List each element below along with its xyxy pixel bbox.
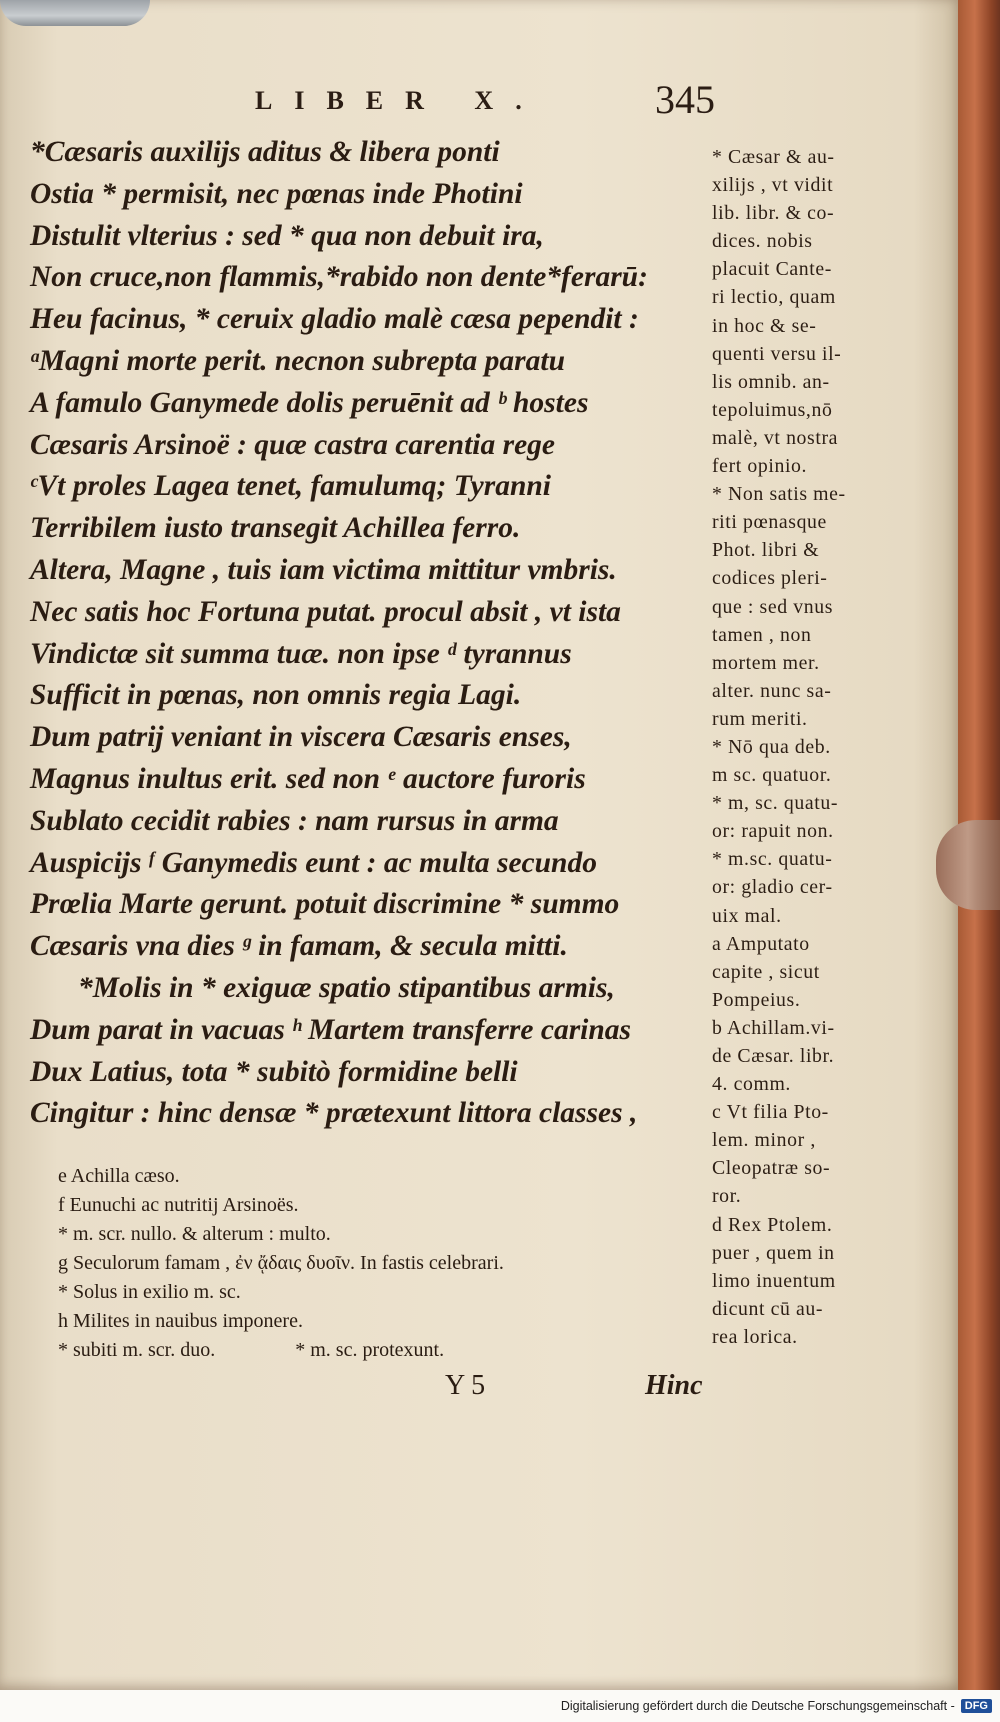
verse-line: *Molis in * exiguæ spatio stipantibus armis, [78, 971, 615, 1004]
marginal-note-line: capite , sicut [712, 960, 820, 983]
marginal-note-line: malè, vt nostra [712, 426, 839, 449]
marginal-note-line: d Rex Ptolem. [712, 1213, 833, 1236]
marginal-note-line: placuit Cante- [712, 258, 832, 281]
verse-line: Ostia * permisit, nec pœnas inde Photini [30, 177, 523, 210]
verse-line: Prœlia Marte gerunt. potuit discrimine * summo [30, 888, 620, 921]
marginal-note-line: Cleopatræ so- [712, 1157, 831, 1180]
marginal-note-line: 4. comm. [712, 1073, 791, 1096]
marginal-note-line: rum meriti. [712, 707, 808, 730]
page-number: 345 [655, 77, 715, 122]
verse-line: Sublato cecidit rabies : nam rursus in arma [30, 804, 559, 837]
marginal-note-line: codices pleri- [712, 567, 828, 590]
verse-line: ᵃMagni morte perit. necnon subrepta paratu [30, 344, 565, 377]
marginal-note-line: que : sed vnus [712, 595, 834, 618]
verse-line: Dum parat in vacuas ʰ Martem transferre carinas [30, 1013, 632, 1046]
footnote-pair [58, 1336, 718, 1365]
verse-line: Vindictæ sit summa tuæ. non ipse ᵈ tyrannus [30, 637, 572, 670]
digitization-credit [561, 1696, 992, 1716]
verse-line: Sufficit in pœnas, non omnis regia Lagi. [30, 679, 522, 712]
bookmark-ribbon [936, 820, 1000, 910]
verse-line: Heu facinus, * ceruix gladio malè cæsa pependit : [30, 303, 639, 336]
verse-text [30, 132, 730, 1135]
catchline [445, 1370, 715, 1410]
running-head [255, 77, 735, 122]
marginal-note-line: * Non satis me- [712, 483, 846, 506]
marginal-note-line: * m.sc. quatu- [712, 848, 833, 871]
marginal-note-line: dicunt cū au- [712, 1297, 824, 1320]
marginal-note-line: rea lorica. [712, 1325, 798, 1348]
marginal-note-line: lib. libr. & co- [712, 202, 835, 225]
verse-line: Distulit vlterius : sed * qua non debuit ira, [30, 219, 544, 252]
marginal-note-line: puer , quem in [712, 1241, 835, 1264]
marginal-note-line: fert opinio. [712, 455, 808, 478]
footnote: e Achilla cæso. [58, 1165, 180, 1187]
marginal-notes [712, 143, 912, 1351]
marginal-note-line: * Cæsar & au- [712, 146, 835, 168]
verse-line: Nec satis hoc Fortuna putat. procul absit , vt ista [30, 595, 621, 628]
marginal-note-line: alter. nunc sa- [712, 679, 832, 702]
verse-line: Non cruce,non flammis,*rabido non dente*ferarū: [30, 261, 648, 294]
signature-mark: Y 5 [445, 1370, 486, 1401]
marginal-note-line: ror. [712, 1185, 742, 1208]
marginal-note-line: riti pœnasque [712, 511, 827, 534]
verse-line: Dum patrij veniant in viscera Cæsaris enses, [30, 721, 572, 754]
verse-line: Cæsaris Arsinoë : quæ castra carentia rege [30, 428, 556, 461]
marginal-note-line: in hoc & se- [712, 314, 817, 337]
marginal-note-line: xilijs , vt vidit [712, 174, 834, 197]
verse-line: ᶜVt proles Lagea tenet, famulumq; Tyranni [30, 470, 552, 503]
verse-line: Altera, Magne , tuis iam victima mittitur vmbris. [30, 553, 617, 586]
marginal-note-line: or: gladio cer- [712, 876, 833, 899]
verse-line: Terribilem iusto transegit Achillea ferro. [30, 512, 521, 545]
marginal-note-line: or: rapuit non. [712, 820, 834, 843]
running-title: LIBER X. [255, 86, 544, 115]
verse-line: Cæsaris vna dies ᵍ in famam, & secula mitti. [30, 930, 568, 963]
marginal-note-line: uix mal. [712, 904, 782, 927]
verse-line: A famulo Ganymede dolis peruēnit ad ᵇ hostes [30, 386, 589, 419]
footnote: * m. scr. nullo. & alterum : multo. [58, 1223, 331, 1245]
marginal-note-line: c Vt filia Pto- [712, 1101, 829, 1124]
verse-line: Auspicijs ᶠ Ganymedis eunt : ac multa secundo [30, 846, 597, 879]
verse-line: Dux Latius, tota * subitò formidine belli [30, 1055, 518, 1088]
footnote: * Solus in exilio m. sc. [58, 1281, 241, 1303]
footnote: h Milites in nauibus imponere. [58, 1310, 303, 1332]
marginal-note-line: lem. minor , [712, 1129, 816, 1152]
marginal-note-line: tepoluimus,nō [712, 398, 833, 421]
page-clip [0, 0, 150, 26]
marginal-note-line: tamen , non [712, 623, 812, 646]
marginal-note-line: a Amputato [712, 932, 810, 955]
marginal-note-line: de Cæsar. libr. [712, 1045, 835, 1067]
marginal-note-line: mortem mer. [712, 651, 820, 674]
marginal-note-line: m sc. quatuor. [712, 764, 832, 787]
dfg-logo: DFG [961, 1699, 992, 1713]
marginal-note-line: * Nō qua deb. [712, 735, 831, 758]
marginal-note-line: lis omnib. an- [712, 370, 830, 393]
marginal-note-line: b Achillam.vi- [712, 1016, 835, 1039]
marginal-note-line: Pompeius. [712, 988, 801, 1011]
credit-text: Digitalisierung gefördert durch die Deutsche Forschungsgemeinschaft - [560, 1699, 955, 1713]
footnote: g Seculorum famam , ἐν ᾄδαις δυοῖν. In fastis celebrari. [58, 1252, 504, 1274]
marginal-note-line: * m, sc. quatu- [712, 792, 839, 815]
marginal-note-line: ri lectio, quam [712, 286, 836, 309]
verse-line: Magnus inultus erit. sed non ᵉ auctore furoris [30, 762, 586, 795]
footnote: f Eunuchi ac nutritij Arsinoës. [58, 1194, 299, 1216]
marginal-note-line: Phot. libri & [712, 539, 820, 562]
footnotes [58, 1162, 718, 1365]
marginal-note-line: dices. nobis [712, 230, 813, 253]
catchword: Hinc [645, 1370, 703, 1401]
marginal-note-line: quenti versu il- [712, 342, 842, 365]
footnote: * m. sc. protexunt. [295, 1339, 445, 1361]
footnote: * subiti m. scr. duo. [58, 1339, 216, 1361]
marginal-note-line: limo inuentum [712, 1269, 836, 1292]
verse-line: *Cæsaris auxilijs aditus & libera ponti [30, 136, 500, 168]
verse-line: Cingitur : hinc densæ * prætexunt littora classes , [30, 1097, 638, 1130]
